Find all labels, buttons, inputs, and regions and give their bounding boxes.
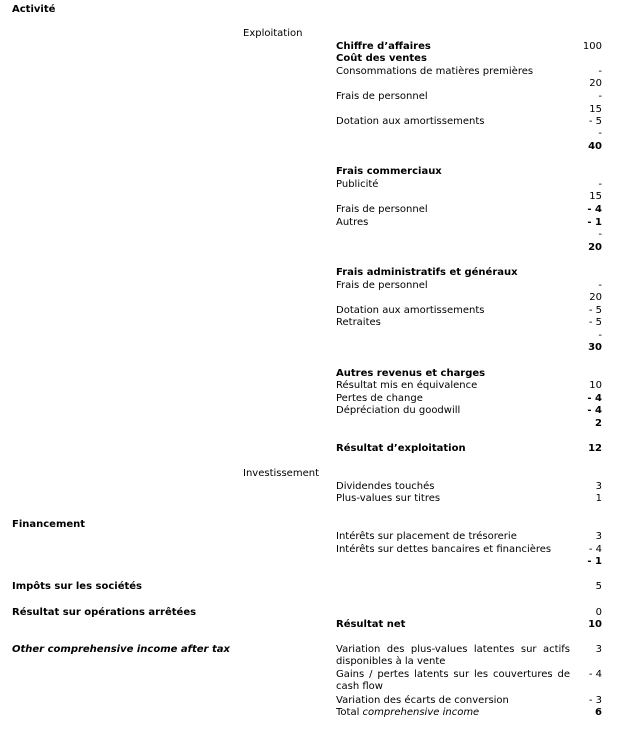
oci-ecarts-label: Variation des écarts de conversion [336, 695, 509, 706]
oci-ecarts-value: - 3 [588, 695, 602, 706]
oci-gains-value: - 4 [588, 669, 602, 680]
fc-autres-value: - 1 [587, 217, 602, 228]
fc-subtotal-value: 20 [588, 242, 602, 253]
oci-plus-values-label: Variation des plus-values latentes sur actifs disponibles à la vente [336, 644, 570, 667]
cv-personnel-value: - [598, 91, 602, 102]
oci-total-suffix: comprehensive income [362, 707, 480, 718]
goodwill-label: Dépréciation du goodwill [336, 405, 461, 416]
subsection-investissement: Investissement [243, 468, 319, 479]
cv-subtotal-dash: - [598, 128, 602, 139]
ca-label: Chiffre d’affaires [336, 41, 431, 52]
fc-autres-label: Autres [336, 217, 369, 228]
cv-amort-value: - 5 [588, 116, 602, 127]
commerciaux-title: Frais commerciaux [336, 166, 442, 177]
fc-subtotal-dash: - [598, 229, 602, 240]
fa-retraites-label: Retraites [336, 317, 381, 328]
ca-value: 100 [582, 41, 602, 52]
pub-value-2: 15 [589, 191, 602, 202]
cv-personnel-value-2: 15 [589, 104, 602, 115]
placement-label: Intérêts sur placement de trésorerie [336, 531, 517, 542]
admin-title: Frais administratifs et généraux [336, 267, 518, 278]
subsection-exploitation: Exploitation [243, 28, 303, 39]
impots-value: 5 [595, 581, 602, 592]
cv-amort-label: Dotation aux amortissements [336, 116, 485, 127]
conso-value: - [598, 66, 602, 77]
resultat-exploitation-value: 12 [588, 443, 602, 454]
resultat-net-value: 10 [588, 619, 602, 630]
change-value: - 4 [587, 393, 602, 404]
fa-personnel-value-2: 20 [589, 292, 602, 303]
autres-title: Autres revenus et charges [336, 368, 486, 379]
fa-personnel-value: - [598, 280, 602, 291]
fa-retraites-value: - 5 [588, 317, 602, 328]
conso-label: Consommations de matières premières [336, 66, 534, 77]
section-impots: Impôts sur les sociétés [12, 581, 142, 592]
section-activite: Activité [12, 4, 56, 15]
resultat-net-label: Résultat net [336, 619, 406, 630]
cv-subtotal-value: 40 [588, 141, 602, 152]
fa-subtotal-value: 30 [588, 342, 602, 353]
section-oci: Other comprehensive income after tax [12, 644, 230, 655]
oci-total-value: 6 [595, 707, 602, 718]
fa-subtotal-dash: - [598, 330, 602, 341]
section-financement: Financement [12, 519, 86, 530]
equiv-label: Résultat mis en équivalence [336, 380, 478, 391]
conso-value-2: 20 [589, 78, 602, 89]
financement-subtotal-value: - 1 [587, 556, 602, 567]
dettes-label: Intérêts sur dettes bancaires et financières [336, 544, 552, 555]
oci-plus-values-value: 3 [595, 644, 602, 655]
goodwill-value: - 4 [587, 405, 602, 416]
autres-subtotal-value: 2 [595, 418, 602, 429]
oci-gains-label: Gains / pertes latents sur les couvertures de cash flow [336, 669, 570, 692]
dettes-value: - 4 [588, 544, 602, 555]
fc-personnel-label: Frais de personnel [336, 204, 428, 215]
pub-label: Publicité [336, 179, 379, 190]
section-resultat-arretees: Résultat sur opérations arrêtées [12, 607, 197, 618]
fa-amort-value: - 5 [588, 305, 602, 316]
change-label: Pertes de change [336, 393, 423, 404]
dividendes-label: Dividendes touchés [336, 481, 435, 492]
oci-total-label [336, 707, 479, 719]
dividendes-value: 3 [595, 481, 602, 492]
plus-values-titres-label: Plus-values sur titres [336, 493, 441, 504]
plus-values-titres-value: 1 [595, 493, 602, 504]
pub-value: - [598, 179, 602, 190]
resultat-exploitation-label: Résultat d’exploitation [336, 443, 466, 454]
fa-personnel-label: Frais de personnel [336, 280, 428, 291]
resultat-arretees-value: 0 [595, 607, 602, 618]
equiv-value: 10 [589, 380, 602, 391]
fa-amort-label: Dotation aux amortissements [336, 305, 485, 316]
fc-personnel-value: - 4 [587, 204, 602, 215]
placement-value: 3 [595, 531, 602, 542]
oci-total-prefix: Total [336, 707, 363, 718]
cv-personnel-label: Frais de personnel [336, 91, 428, 102]
cout-ventes-title: Coût des ventes [336, 53, 427, 64]
